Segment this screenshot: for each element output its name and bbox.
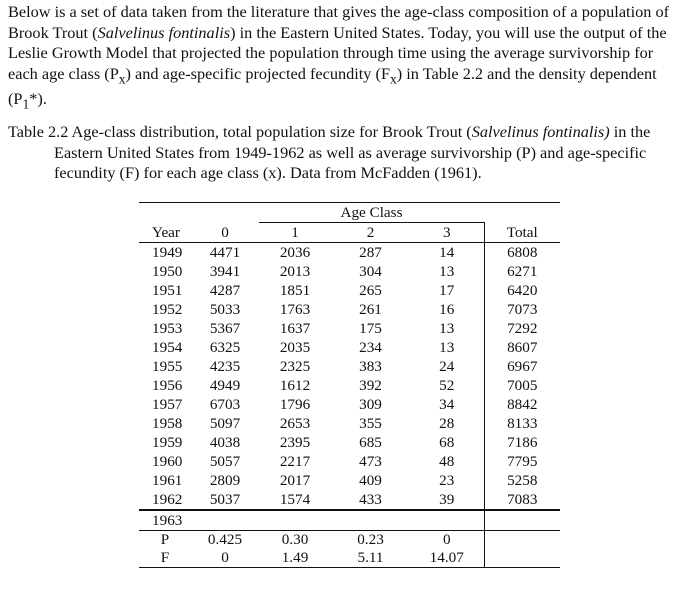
- age-0-cell: 5033: [209, 301, 241, 318]
- age-1-cell: 2217: [279, 453, 311, 470]
- age-3-cell: 14: [410, 243, 484, 263]
- age-2-cell: 392: [359, 377, 382, 394]
- table-row: [139, 414, 560, 433]
- age-1-cell: 1574: [279, 491, 311, 508]
- survivorship-age-2: 0.23: [331, 531, 410, 550]
- age-3-cell: 17: [410, 281, 484, 300]
- age-0-cell: 3941: [209, 263, 241, 280]
- age-2-cell: 234: [359, 339, 382, 356]
- survivorship-row: [139, 531, 560, 550]
- total-cell: 7083: [507, 491, 538, 508]
- table-row: [139, 471, 560, 490]
- age-1-cell: 1612: [279, 377, 311, 394]
- intro-line-5a: (P: [8, 89, 23, 109]
- age-2-cell: 473: [359, 453, 382, 470]
- age-3-cell: 39: [410, 490, 484, 510]
- caption-species-name: Salvelinus fontinalis): [471, 122, 610, 141]
- age-1-cell: 1763: [279, 301, 311, 318]
- age-0-cell: 2809: [209, 472, 241, 489]
- table-row: [139, 395, 560, 414]
- age-0-cell: 6703: [209, 396, 241, 413]
- header-age-1: 1: [259, 223, 331, 243]
- age-class-table: [139, 202, 560, 568]
- total-cell: 6420: [507, 282, 538, 299]
- year-cell: 1961: [152, 472, 183, 489]
- intro-paragraph: [8, 2, 696, 115]
- table-body: [139, 243, 560, 568]
- intro-sub-x1: x: [118, 70, 126, 86]
- age-0-cell: 6325: [209, 339, 241, 356]
- intro-line-4b: ) and age-specific projected fecundity (F: [125, 63, 390, 83]
- age-3-cell: 16: [410, 300, 484, 319]
- total-cell: 8842: [507, 396, 538, 413]
- year-cell: 1955: [152, 358, 183, 375]
- age-2-cell: 265: [359, 282, 382, 299]
- year-cell: 1956: [152, 377, 183, 394]
- age-0-cell: 4949: [209, 377, 241, 394]
- age-1-cell: 1851: [279, 282, 311, 299]
- column-header-row: [139, 223, 560, 243]
- age-0-cell: 4471: [209, 244, 241, 261]
- age-0-cell: 4287: [209, 282, 241, 299]
- table-row: [139, 357, 560, 376]
- total-cell: 7292: [507, 320, 538, 337]
- age-3-cell: 24: [410, 357, 484, 376]
- age-2-cell: 175: [359, 320, 382, 337]
- total-cell: 7186: [507, 434, 538, 451]
- year-cell: 1952: [152, 301, 183, 318]
- year-cell: 1949: [152, 244, 183, 261]
- table-row: [139, 490, 560, 510]
- age-2-cell: 355: [359, 415, 382, 432]
- caption-part-1: Table 2.2 Age-class distribution, total population size for Brook Trout (: [8, 122, 472, 141]
- age-1-cell: 2017: [279, 472, 311, 489]
- age-3-cell: 28: [410, 414, 484, 433]
- total-cell: 6808: [507, 244, 538, 261]
- age-0-cell: 5367: [209, 320, 241, 337]
- year-cell: 1959: [152, 434, 183, 451]
- header-total: Total: [484, 223, 560, 243]
- intro-species-name: Salvelinus fontinalis: [97, 22, 231, 42]
- survivorship-age-0: 0.425: [191, 531, 259, 550]
- age-1-cell: 2036: [279, 244, 311, 261]
- table-row: [139, 319, 560, 338]
- total-cell: 7005: [507, 377, 538, 394]
- total-cell: 6271: [507, 263, 538, 280]
- age-2-cell: 287: [359, 244, 382, 261]
- total-cell: 7795: [507, 453, 538, 470]
- year-cell: 1953: [152, 320, 183, 337]
- group-header-row: [139, 203, 560, 223]
- row-label: P: [139, 531, 191, 550]
- total-cell: 7073: [507, 301, 538, 318]
- year-cell: 1960: [152, 453, 183, 470]
- age-3-cell: 13: [410, 262, 484, 281]
- survivorship-age-1: 0.30: [259, 531, 331, 550]
- fecundity-age-3: 14.07: [410, 549, 484, 568]
- table-row: [139, 433, 560, 452]
- survivorship-age-3: 0: [410, 531, 484, 550]
- age-1-cell: 2653: [279, 415, 311, 432]
- age-3-cell: 68: [410, 433, 484, 452]
- table-row: [139, 262, 560, 281]
- table-row: [139, 376, 560, 395]
- age-3-cell: 13: [410, 338, 484, 357]
- age-0-cell: 4038: [209, 434, 241, 451]
- header-age-0: 0: [191, 223, 259, 243]
- total-cell: 6967: [507, 358, 538, 375]
- age-1-cell: 2013: [279, 263, 311, 280]
- year-cell: 1950: [152, 263, 183, 280]
- intro-line-1: Below is a set of data taken from the literature that gives the age-class composition of a population of: [8, 2, 670, 21]
- row-label: F: [139, 549, 191, 568]
- age-0-cell: 5097: [209, 415, 241, 432]
- fecundity-row: [139, 549, 560, 568]
- intro-line-2a: Brook Trout (: [8, 22, 98, 42]
- intro-line-2b: ) in the Eastern United States. Today, you will use the output of the: [230, 22, 667, 42]
- year-cell: 1958: [152, 415, 183, 432]
- age-class-header: Age Class: [259, 203, 484, 223]
- table-caption: [8, 122, 688, 184]
- year-cell: 1957: [152, 396, 183, 413]
- header-year: Year: [139, 223, 191, 243]
- intro-sub-x2: x: [390, 70, 397, 86]
- age-2-cell: 409: [359, 472, 382, 489]
- year-cell: 1963: [139, 510, 191, 531]
- age-3-cell: 23: [410, 471, 484, 490]
- intro-line-5b: *).: [29, 89, 47, 109]
- table-row: [139, 452, 560, 471]
- age-2-cell: 304: [359, 263, 382, 280]
- age-0-cell: 5057: [209, 453, 241, 470]
- age-2-cell: 309: [359, 396, 382, 413]
- caption-part-2: in the Eastern United States from 1949-1962 as well as average survivorship (P) and age-specific fecundity (F) for each age class (x). Data from McFadden (1961).: [54, 122, 651, 182]
- fecundity-age-2: 5.11: [331, 549, 410, 568]
- table-row: [139, 281, 560, 300]
- total-cell: 5258: [507, 472, 538, 489]
- header-age-3: 3: [410, 223, 484, 243]
- age-2-cell: 383: [359, 358, 382, 375]
- age-1-cell: 1796: [279, 396, 311, 413]
- age-1-cell: 2035: [279, 339, 311, 356]
- age-1-cell: 2325: [279, 358, 311, 375]
- year-cell: 1962: [152, 491, 183, 508]
- age-2-cell: 261: [359, 301, 382, 318]
- total-cell: 8133: [507, 415, 538, 432]
- total-cell: 8607: [507, 339, 538, 356]
- age-3-cell: 52: [410, 376, 484, 395]
- age-0-cell: 4235: [209, 358, 241, 375]
- age-3-cell: 34: [410, 395, 484, 414]
- year-cell: 1954: [152, 339, 183, 356]
- age-2-cell: 433: [359, 491, 382, 508]
- age-2-cell: 685: [359, 434, 382, 451]
- age-1-cell: 2395: [279, 434, 311, 451]
- intro-line-3: Leslie Growth Model that projected the population through time using the average survivorship for: [8, 43, 654, 62]
- fecundity-age-1: 1.49: [259, 549, 331, 568]
- header-age-2: 2: [331, 223, 410, 243]
- intro-line-4a: each age class (P: [8, 63, 119, 83]
- table-row: [139, 338, 560, 357]
- year-1963-row: [139, 510, 560, 531]
- table-row: [139, 300, 560, 319]
- fecundity-age-0: 0: [191, 549, 259, 568]
- year-cell: 1951: [152, 282, 183, 299]
- intro-line-4c: ) in Table 2.2 and the density dependent: [396, 63, 657, 83]
- age-1-cell: 1637: [279, 320, 311, 337]
- table-row: [139, 243, 560, 263]
- age-0-cell: 5037: [209, 491, 241, 508]
- intro-sub-1: 1: [22, 96, 30, 112]
- age-3-cell: 48: [410, 452, 484, 471]
- age-3-cell: 13: [410, 319, 484, 338]
